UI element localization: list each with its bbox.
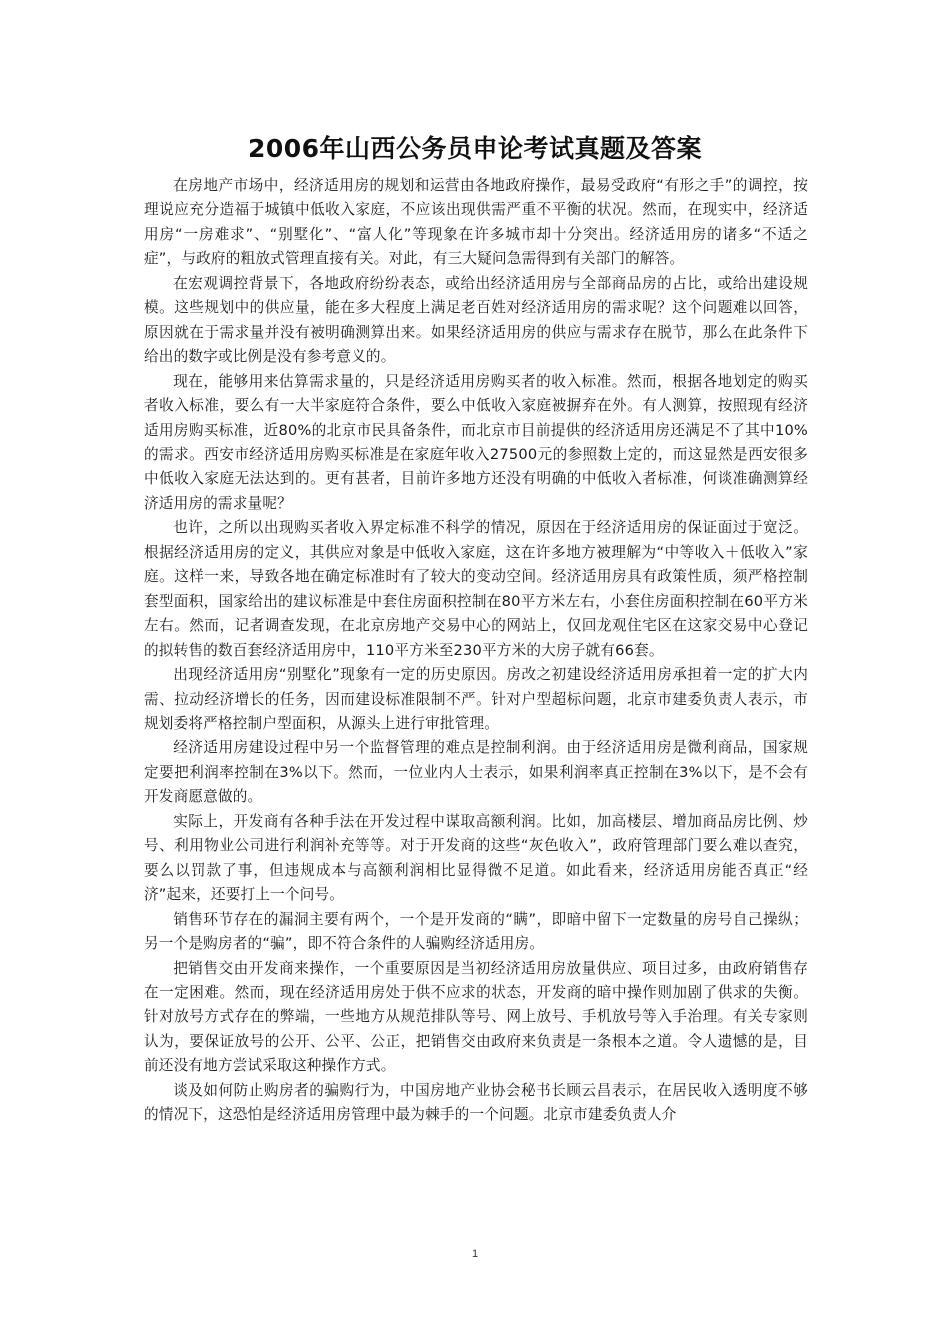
page-number: 1 [471,1248,479,1260]
paragraph: 实际上，开发商有各种手法在开发过程中谋取高额利润。比如，加高楼层、增加商品房比例、炒号、利用物业公司进行利润补充等等。对于开发商的这些“灰色收入”，政府管理部门要么难以查究，要么以罚款了事，但违规成本与高额利润相比显得微不足道。如此看来，经济适用房能否真正“经济”起来，还要打上一个问号。 [144,812,808,904]
paragraph: 出现经济适用房“别墅化”现象有一定的历史原因。房改之初建设经济适用房承担着一定的扩大内需、拉动经济增长的任务，因而建设标准限制不严。针对户型超标问题，北京市建委负责人表示，市规划委将严格控制户型面积，从源头上进行审批管理。 [144,666,808,732]
paragraph: 也许，之所以出现购买者收入界定标准不科学的情况，原因在于经济适用房的保证面过于宽泛。根据经济适用房的定义，其供应对象是中低收入家庭，这在许多地方被理解为“中等收入＋低收入”家庭。这样一来，导致各地在确定标准时有了较大的变动空间。经济适用房具有政策性质，须严格控制套型面积，国家给出的建议标准是中套住房面积控制在80平方米左右，小套住房面积控制在60平方米左右。然而，记者调查发现，在北京房地产交易中心的网站上，仅回龙观住宅区在这家交易中心登记的拟转售的数百套经济适用房中，110平方米至230平方米的大房子就有66套。 [144,519,808,659]
document-title: 2006年山西公务员申论考试真题及答案 [247,134,703,163]
paragraph: 谈及如何防止购房者的骗购行为，中国房地产业协会秘书长顾云昌表示，在居民收入透明度不够的情况下，这恐怕是经济适用房管理中最为棘手的一个问题。北京市建委负责人介 [144,1081,808,1124]
paragraph: 在房地产市场中，经济适用房的规划和运营由各地政府操作，最易受政府“有形之手”的调控，按理说应充分造福于城镇中低收入家庭，不应该出现供需严重不平衡的状况。然而，在现实中，经济适用房“一房难求”、“别墅化”、“富人化”等现象在许多城市却十分突出。经济适用房的诸多“不适之症”，与政府的粗放式管理直接有关。对此，有三大疑问急需得到有关部门的解答。 [144,177,808,268]
paragraph: 销售环节存在的漏洞主要有两个，一个是开发商的“瞒”，即暗中留下一定数量的房号自己操纵；另一个是购房者的“骗”，即不符合条件的人骗购经济适用房。 [144,910,808,953]
document-body [144,174,808,1128]
paragraph: 现在，能够用来估算需求量的，只是经济适用房购买者的收入标准。然而，根据各地划定的购买者收入标准，要么有一大半家庭符合条件，要么中低收入家庭被摒弃在外。有人测算，按照现有经济适用房购买标准，近80%的北京市民具备条件，而北京市目前提供的经济适用房还满足不了其中10%的需求。西安市经济适用房购买标准是在家庭年收入27500元的参照数上定的，而这显然是西安很多中低收入家庭无法达到的。更有甚者，目前许多地方还没有明确的中低收入者标准，何谈准确测算经济适用房的需求量呢？ [144,372,808,512]
paragraph: 经济适用房建设过程中另一个监督管理的难点是控制利润。由于经济适用房是微利商品，国家规定要把利润率控制在3%以下。然而，一位业内人士表示，如果利润率真正控制在3%以下，是不会有开发商愿意做的。 [144,739,808,806]
paragraph: 在宏观调控背景下，各地政府纷纷表态，或给出经济适用房与全部商品房的占比，或给出建设规模。这些规划中的供应量，能在多大程度上满足老百姓对经济适用房的需求呢？这个问题难以回答，原因就在于需求量并没有被明确测算出来。如果经济适用房的供应与需求存在脱节，那么在此条件下给出的数字或比例是没有参考意义的。 [144,274,808,366]
paragraph: 把销售交由开发商来操作，一个重要原因是当初经济适用房放量供应、项目过多，由政府销售存在一定困难。然而，现在经济适用房处于供不应求的状态，开发商的暗中操作则加剧了供求的失衡。针对放号方式存在的弊端，一些地方从规范排队等号、网上放号、手机放号等入手治理。有关专家则认为，要保证放号的公开、公平、公正，把销售交由政府来负责是一条根本之道。令人遗憾的是，目前还没有地方尝试采取这种操作方式。 [144,959,808,1075]
